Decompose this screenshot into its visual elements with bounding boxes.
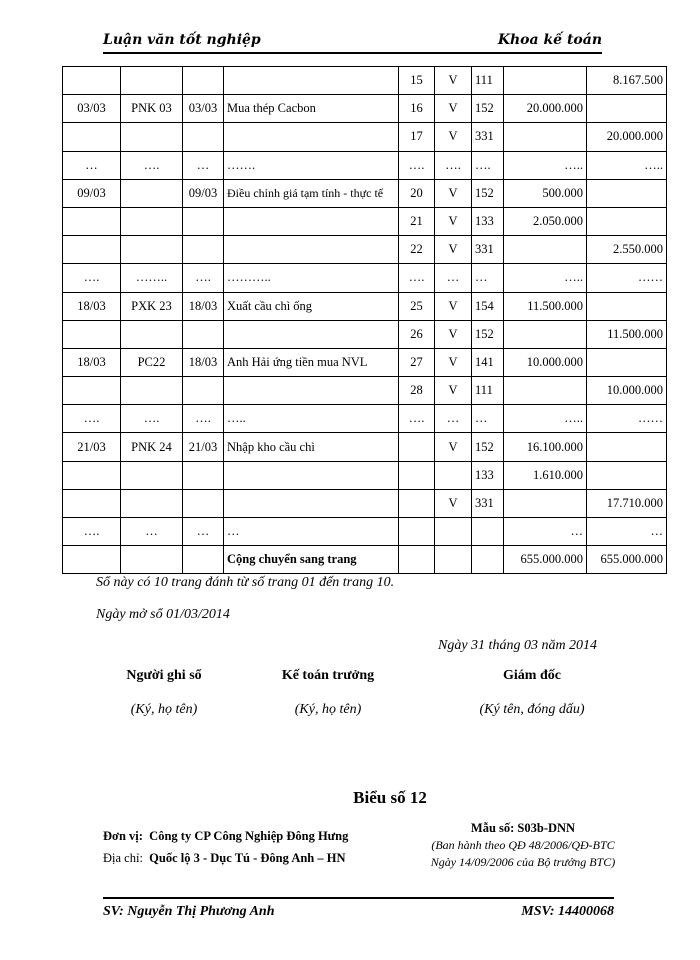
table-cell — [183, 489, 224, 517]
address-line — [103, 851, 346, 866]
table-cell: … — [472, 264, 504, 292]
table-cell: 21/03 — [63, 433, 121, 461]
signature-note: (Ký, họ tên) — [294, 702, 362, 717]
table-cell — [435, 546, 472, 574]
table-cell: 15 — [399, 67, 435, 95]
sign-date: Ngày 31 tháng 03 năm 2014 — [438, 638, 598, 653]
form-decision-date: Ngày 14/09/2006 của Bộ trưởng BTC) — [430, 855, 616, 869]
table-cell — [183, 546, 224, 574]
table-cell: Xuất cầu chì ống — [224, 292, 399, 320]
table-cell — [224, 461, 399, 489]
unit-value: Công ty CP Công Nghiệp Đông Hưng — [149, 829, 349, 843]
table-cell — [587, 95, 667, 123]
table-cell: 18/03 — [63, 348, 121, 376]
table-cell: 152 — [472, 320, 504, 348]
table-cell — [504, 489, 587, 517]
student-name: SV: Nguyễn Thị Phương Anh — [103, 904, 275, 919]
unit-label: Đơn vị: — [103, 829, 143, 843]
table-cell — [472, 546, 504, 574]
table-cell — [121, 461, 183, 489]
table-row — [63, 207, 667, 235]
table-row — [63, 348, 667, 376]
table-cell: …. — [472, 151, 504, 179]
table-row — [63, 433, 667, 461]
address-label: Địa chỉ: — [103, 851, 143, 865]
table-cell: … — [183, 151, 224, 179]
address-value: Quốc lộ 3 - Dục Tú - Đông Anh – HN — [149, 851, 346, 865]
page-count-note: Sổ này có 10 trang đánh từ số trang 01 đến trang 10. — [96, 575, 395, 590]
table-cell — [504, 236, 587, 264]
table-cell: ….. — [504, 151, 587, 179]
table-cell: … — [472, 405, 504, 433]
table-cell: …. — [121, 405, 183, 433]
open-date-note: Ngày mở sổ 01/03/2014 — [96, 607, 230, 622]
table-cell: 141 — [472, 348, 504, 376]
table-cell: … — [504, 518, 587, 546]
table-cell: 2.050.000 — [504, 207, 587, 235]
table-cell: 20.000.000 — [504, 95, 587, 123]
table-row — [63, 151, 667, 179]
table-cell — [587, 207, 667, 235]
table-cell: 10.000.000 — [504, 348, 587, 376]
table-cell: 111 — [472, 67, 504, 95]
table-cell: ….. — [504, 264, 587, 292]
unit-line — [103, 829, 348, 844]
form-code: Mẫu số: S03b-DNN — [470, 821, 576, 835]
table-cell — [183, 320, 224, 348]
table-cell: 20 — [399, 179, 435, 207]
table-cell — [224, 123, 399, 151]
table-cell: …. — [183, 264, 224, 292]
table-cell: 18/03 — [183, 348, 224, 376]
table-cell: V — [435, 95, 472, 123]
table-row — [63, 461, 667, 489]
table-cell — [121, 546, 183, 574]
table-cell — [587, 179, 667, 207]
table-cell — [504, 377, 587, 405]
table-cell — [399, 433, 435, 461]
table-cell: ….. — [224, 405, 399, 433]
table-cell: …. — [63, 518, 121, 546]
table-cell: 154 — [472, 292, 504, 320]
table-cell: 16.100.000 — [504, 433, 587, 461]
table-cell: V — [435, 207, 472, 235]
table-cell: 21/03 — [183, 433, 224, 461]
table-cell: 21 — [399, 207, 435, 235]
table-cell — [587, 292, 667, 320]
table-cell — [224, 236, 399, 264]
table-cell — [63, 123, 121, 151]
table-cell — [63, 207, 121, 235]
table-cell: 09/03 — [63, 179, 121, 207]
table-cell: V — [435, 123, 472, 151]
table-row — [63, 518, 667, 546]
table-cell — [121, 67, 183, 95]
table-cell — [183, 207, 224, 235]
table-cell: 26 — [399, 320, 435, 348]
table-cell: 500.000 — [504, 179, 587, 207]
table-cell: … — [587, 518, 667, 546]
table-row — [63, 67, 667, 95]
table-cell — [399, 489, 435, 517]
table-cell: 25 — [399, 292, 435, 320]
table-cell: 22 — [399, 236, 435, 264]
table-cell: …. — [399, 151, 435, 179]
table-cell: 11.500.000 — [504, 292, 587, 320]
table-cell: V — [435, 348, 472, 376]
table-cell: 27 — [399, 348, 435, 376]
thesis-title: Luận văn tốt nghiệp — [103, 32, 261, 48]
table-cell: …. — [435, 151, 472, 179]
table-cell: 09/03 — [183, 179, 224, 207]
table-cell: 17.710.000 — [587, 489, 667, 517]
table-cell: … — [63, 151, 121, 179]
table-cell — [183, 236, 224, 264]
faculty-name: Khoa kế toán — [497, 32, 602, 48]
table-cell: PXK 23 — [121, 292, 183, 320]
table-cell: V — [435, 179, 472, 207]
table-cell: …… — [587, 405, 667, 433]
table-cell: 18/03 — [63, 292, 121, 320]
table-cell: 8.167.500 — [587, 67, 667, 95]
table-cell — [121, 179, 183, 207]
table-cell: ……. — [224, 151, 399, 179]
table-cell — [472, 518, 504, 546]
signature-director — [447, 668, 617, 718]
table-cell: …. — [63, 405, 121, 433]
table-row — [63, 377, 667, 405]
table-cell: PNK 24 — [121, 433, 183, 461]
signature-recorder — [79, 668, 249, 718]
table-cell: 17 — [399, 123, 435, 151]
table-cell: V — [435, 433, 472, 461]
table-cell: 331 — [472, 236, 504, 264]
table-cell: 133 — [472, 207, 504, 235]
table-cell — [399, 461, 435, 489]
table-row — [63, 292, 667, 320]
table-cell: … — [435, 264, 472, 292]
form-decision: (Ban hành theo QĐ 48/2006/QĐ-BTC — [431, 838, 615, 852]
table-cell — [183, 123, 224, 151]
table-cell: V — [435, 377, 472, 405]
table-cell: 03/03 — [183, 95, 224, 123]
table-cell: ….. — [587, 151, 667, 179]
table-cell: … — [435, 405, 472, 433]
table-cell: 1.610.000 — [504, 461, 587, 489]
table-cell — [435, 461, 472, 489]
table-cell: 655.000.000 — [504, 546, 587, 574]
table-cell: 133 — [472, 461, 504, 489]
signature-title: Kế toán trưởng — [281, 668, 375, 683]
table-cell — [183, 67, 224, 95]
table-cell: PNK 03 — [121, 95, 183, 123]
table-cell — [63, 236, 121, 264]
table-cell: …….. — [121, 264, 183, 292]
table-row — [63, 320, 667, 348]
table-cell — [63, 546, 121, 574]
signature-title: Người ghi sổ — [126, 668, 202, 683]
table-cell — [63, 377, 121, 405]
table-cell: …. — [63, 264, 121, 292]
table-cell: V — [435, 489, 472, 517]
table-cell — [63, 320, 121, 348]
page-footer — [103, 897, 614, 919]
table-cell — [183, 377, 224, 405]
table-cell: 331 — [472, 489, 504, 517]
table-cell — [587, 433, 667, 461]
table-cell — [63, 489, 121, 517]
journal-ledger-table — [62, 66, 667, 574]
table-cell: …. — [399, 405, 435, 433]
signature-chief-accountant — [243, 668, 413, 718]
table-cell: … — [183, 518, 224, 546]
table-cell — [224, 489, 399, 517]
table-cell — [587, 348, 667, 376]
table-cell: V — [435, 292, 472, 320]
table-cell: … — [224, 518, 399, 546]
table-cell — [121, 489, 183, 517]
table-row — [63, 236, 667, 264]
table-cell: Nhập kho cầu chì — [224, 433, 399, 461]
table-cell — [63, 67, 121, 95]
table-cell: 16 — [399, 95, 435, 123]
table-cell — [224, 207, 399, 235]
table-cell: …. — [121, 151, 183, 179]
table-row — [63, 405, 667, 433]
table-cell: PC22 — [121, 348, 183, 376]
table-cell: … — [121, 518, 183, 546]
table-cell: 10.000.000 — [587, 377, 667, 405]
table-cell — [435, 518, 472, 546]
table-cell: 11.500.000 — [587, 320, 667, 348]
table-cell: 655.000.000 — [587, 546, 667, 574]
table-cell: ….. — [504, 405, 587, 433]
student-id: MSV: 14400068 — [521, 904, 614, 919]
table-cell — [399, 518, 435, 546]
table-cell: 152 — [472, 95, 504, 123]
table-row — [63, 123, 667, 151]
table-cell: ……….. — [224, 264, 399, 292]
table-cell: 111 — [472, 377, 504, 405]
table-cell — [399, 546, 435, 574]
table-cell — [121, 320, 183, 348]
table-cell: 331 — [472, 123, 504, 151]
table-cell — [504, 320, 587, 348]
table-row — [63, 489, 667, 517]
table-cell — [63, 461, 121, 489]
table-row — [63, 179, 667, 207]
table-cell — [587, 461, 667, 489]
table-cell: V — [435, 320, 472, 348]
page-header — [103, 26, 602, 54]
table-cell: Cộng chuyển sang trang — [224, 546, 399, 574]
table-cell — [504, 67, 587, 95]
table-cell: …. — [399, 264, 435, 292]
table-row — [63, 95, 667, 123]
table-cell: 152 — [472, 433, 504, 461]
table-cell: V — [435, 236, 472, 264]
table-cell: 03/03 — [63, 95, 121, 123]
table-cell: V — [435, 67, 472, 95]
table-cell: 28 — [399, 377, 435, 405]
table-cell — [121, 123, 183, 151]
table-cell: …… — [587, 264, 667, 292]
table-cell — [224, 320, 399, 348]
signature-title: Giám đốc — [503, 668, 561, 683]
table-cell: 2.550.000 — [587, 236, 667, 264]
signature-note: (Ký tên, đóng dấu) — [479, 702, 585, 717]
table-cell — [121, 377, 183, 405]
table-cell — [121, 236, 183, 264]
table-cell: 20.000.000 — [587, 123, 667, 151]
form-reference — [408, 820, 638, 871]
table-row — [63, 546, 667, 574]
table-cell — [504, 123, 587, 151]
table-cell — [183, 461, 224, 489]
signature-note: (Ký, họ tên) — [130, 702, 198, 717]
table-cell: Mua thép Cacbon — [224, 95, 399, 123]
table-cell — [224, 377, 399, 405]
form-title: Biểu số 12 — [353, 788, 427, 807]
table-cell: …. — [183, 405, 224, 433]
table-cell — [224, 67, 399, 95]
table-cell — [121, 207, 183, 235]
table-cell: Anh Hải ứng tiền mua NVL — [224, 348, 399, 376]
table-cell: 152 — [472, 179, 504, 207]
table-cell: Điều chỉnh giá tạm tính - thực tế — [224, 179, 399, 207]
table-cell: 18/03 — [183, 292, 224, 320]
table-row — [63, 264, 667, 292]
